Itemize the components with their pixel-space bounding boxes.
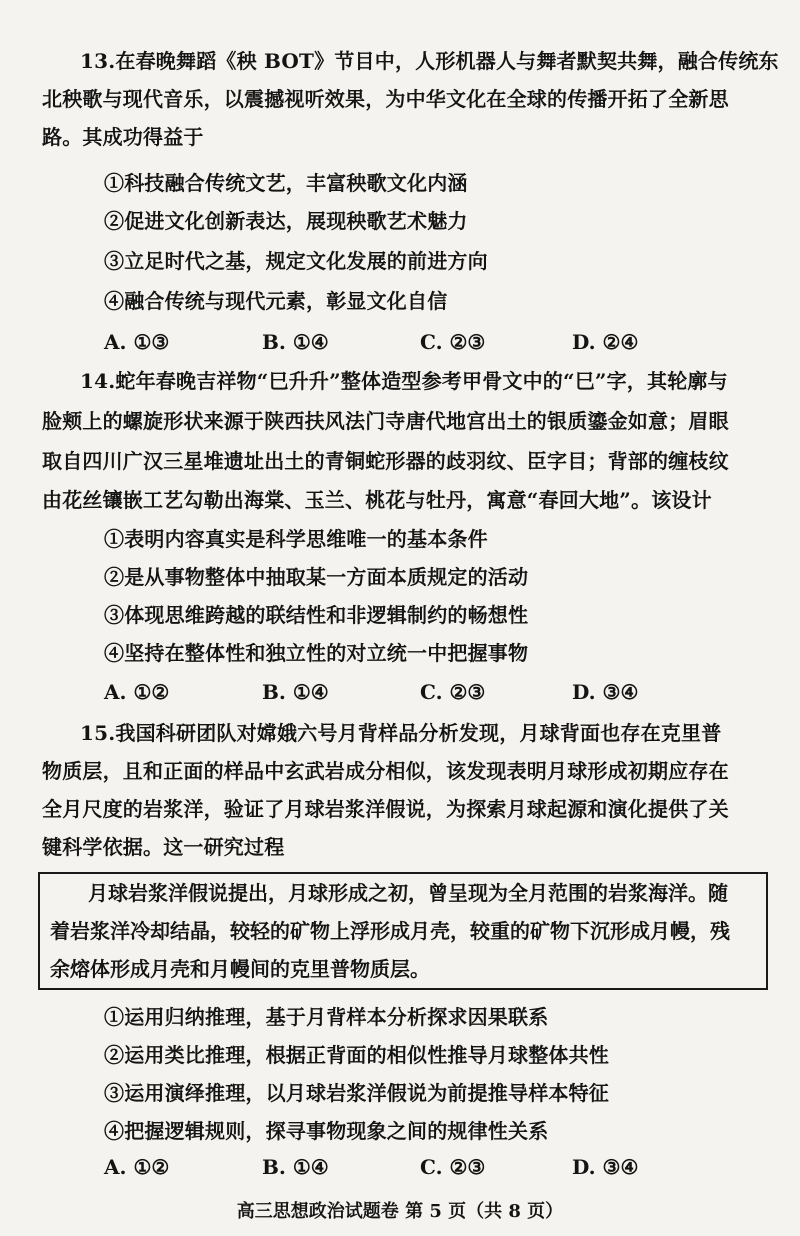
q15-stem-line-2: 物质层，且和正面的样品中玄武岩成分相似，该发现表明月球形成初期应存在 [42,759,729,783]
q13-option-1: ①科技融合传统文艺，丰富秧歌文化内涵 [104,171,468,195]
q13-option-3: ③立足时代之基，规定文化发展的前进方向 [104,249,488,273]
q15-material-line-3: 余熔体形成月壳和月幔间的克里普物质层。 [50,957,430,981]
q13-choice-c[interactable]: C. ②③ [420,330,486,354]
q14-stem-line-3: 取自四川广汉三星堆遗址出土的青铜蛇形器的歧羽纹、臣字目；背部的缠枝纹 [42,449,729,473]
q15-material-line-2: 着岩浆洋冷却结晶，较轻的矿物上浮形成月壳，较重的矿物下沉形成月幔，残 [50,919,730,943]
q15-stem-line-1: 15.我国科研团队对嫦娥六号月背样品分析发现，月球背面也存在克里普 [80,721,722,745]
q15-stem-line-4: 键科学依据。这一研究过程 [42,835,285,859]
q15-option-4: ④把握逻辑规则，探寻事物现象之间的规律性关系 [104,1119,549,1143]
q14-stem-line-4: 由花丝镶嵌工艺勾勒出海棠、玉兰、桃花与牡丹，寓意“春回大地”。该设计 [42,488,712,512]
q13-option-4: ④融合传统与现代元素，彰显文化自信 [104,289,448,313]
q13-choice-d[interactable]: D. ②④ [572,330,639,354]
q15-choices [0,1152,800,1182]
q15-option-1: ①运用归纳推理，基于月背样本分析探求因果联系 [104,1005,549,1029]
q15-choice-a[interactable]: A. ①② [104,1155,170,1179]
q13-choice-a[interactable]: A. ①③ [104,330,170,354]
q14-choices [0,677,800,707]
page-footer: 高三思想政治试题卷 第 5 页（共 8 页） [236,1201,564,1222]
q15-option-3: ③运用演绎推理，以月球岩浆洋假说为前提推导样本特征 [104,1081,609,1105]
q14-option-2: ②是从事物整体中抽取某一方面本质规定的活动 [104,565,529,589]
q15-material-box [38,872,768,990]
q13-stem-line-3: 路。其成功得益于 [42,125,204,149]
q13-stem-line-2: 北秧歌与现代音乐，以震撼视听效果，为中华文化在全球的传播开拓了全新思 [42,87,729,111]
q14-option-3: ③体现思维跨越的联结性和非逻辑制约的畅想性 [104,603,529,627]
q15-choice-d[interactable]: D. ③④ [572,1155,639,1179]
q15-material-line-1: 月球岩浆洋假说提出，月球形成之初，曾呈现为全月范围的岩浆海洋。随 [88,881,728,905]
q14-option-4: ④坚持在整体性和独立性的对立统一中把握事物 [104,641,529,665]
q15-stem-line-3: 全月尺度的岩浆洋，验证了月球岩浆洋假说，为探索月球起源和演化提供了关 [42,797,729,821]
q14-choice-d[interactable]: D. ③④ [572,680,639,704]
q14-choice-c[interactable]: C. ②③ [420,680,486,704]
q13-stem-line-1: 13.在春晚舞蹈《秧 BOT》节目中，人形机器人与舞者默契共舞，融合传统东 [80,49,779,73]
q15-option-2: ②运用类比推理，根据正背面的相似性推导月球整体共性 [104,1043,609,1067]
q14-stem-line-1: 14.蛇年春晚吉祥物“巳升升”整体造型参考甲骨文中的“巳”字，其轮廓与 [80,369,728,393]
q15-choice-c[interactable]: C. ②③ [420,1155,486,1179]
q14-option-1: ①表明内容真实是科学思维唯一的基本条件 [104,527,488,551]
q14-choice-b[interactable]: B. ①④ [262,680,329,704]
q15-choice-b[interactable]: B. ①④ [262,1155,329,1179]
q14-choice-a[interactable]: A. ①② [104,680,170,704]
q14-stem-line-2: 脸颊上的螺旋形状来源于陕西扶风法门寺唐代地宫出土的银质鎏金如意；眉眼 [42,409,729,433]
q13-choice-b[interactable]: B. ①④ [262,330,329,354]
q13-option-2: ②促进文化创新表达，展现秧歌艺术魅力 [104,209,468,233]
q13-choices [0,327,800,357]
